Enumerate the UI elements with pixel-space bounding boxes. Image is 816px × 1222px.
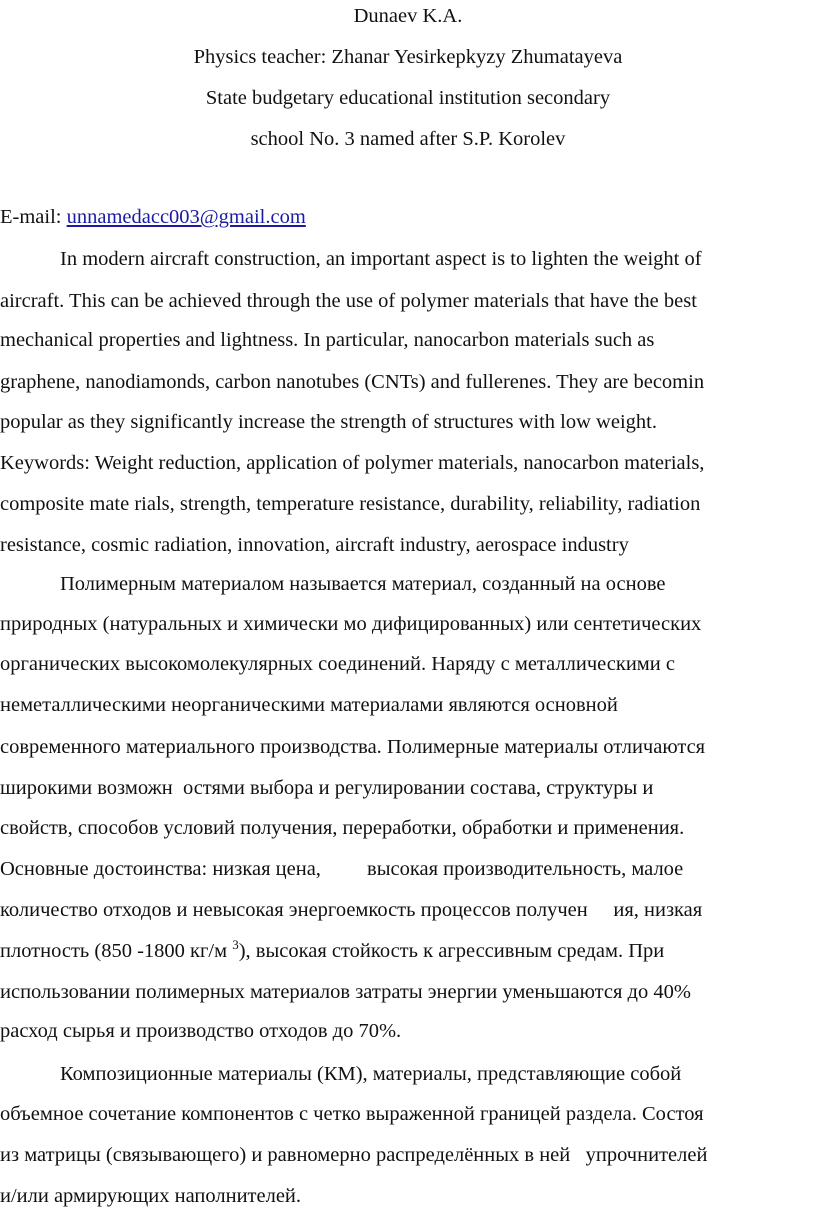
email-line — [0, 205, 306, 229]
paragraph2-line: объемное сочетание компонентов с четко выраженной границей раздела. Состоя — [0, 1103, 704, 1125]
density-text-before: плотность (850 -1800 кг/м — [0, 940, 233, 962]
density-line — [0, 939, 664, 963]
paragraph1-line: Основные достоинства: низкая цена, высокая производительность, малое — [0, 858, 684, 880]
abstract-line: mechanical properties and lightness. In particular, nanocarbon materials such as — [0, 329, 655, 351]
author-line: Dunaev K.A. — [353, 5, 463, 27]
paragraph1-line: Полимерным материалом называется материал, созданный на основе — [60, 573, 666, 595]
paragraph2-line: из матрицы (связывающего) и равномерно распределённых в ней упрочнителей — [0, 1144, 708, 1166]
paragraph1-line: свойств, способов условий получения, переработки, обработки и применения. — [0, 817, 685, 839]
abstract-line: graphene, nanodiamonds, carbon nanotubes (CNTs) and fullerenes. They are becomin — [0, 371, 705, 393]
keywords-line: composite mate rials, strength, temperature resistance, durability, reliability, radiation — [0, 493, 701, 515]
paragraph1-line: неметаллическими неорганическими материалами являются основной — [0, 694, 618, 716]
paragraph1-line: количество отходов и невысокая энергоемкость процессов получен ия, низкая — [0, 899, 703, 921]
teacher-line: Physics teacher: Zhanar Yesirkepkyzy Zhumatayeva — [193, 46, 623, 68]
paragraph1-line: органических высокомолекулярных соединений. Наряду с металлическими с — [0, 653, 675, 675]
paragraph2-line: и/или армирующих наполнителей. — [0, 1185, 302, 1207]
paragraph1-line: широкими возможн остями выбора и регулировании состава, структуры и — [0, 777, 654, 799]
paragraph1-line: современного материального производства. Полимерные материалы отличаются — [0, 736, 706, 758]
paragraph1-line: расход сырья и производство отходов до 70%. — [0, 1020, 402, 1042]
density-superscript: 3 — [232, 937, 239, 953]
paragraph1-line: природных (натуральных и химически мо дифицированных) или сентетических — [0, 613, 702, 635]
abstract-line: In modern aircraft construction, an important aspect is to lighten the weight of — [60, 248, 702, 270]
paragraph2-line: Композиционные материалы (КМ), материалы, представляющие собой — [60, 1063, 682, 1085]
keywords-line: resistance, cosmic radiation, innovation, aircraft industry, aerospace industry — [0, 534, 629, 556]
abstract-line: popular as they significantly increase the strength of structures with low weight. — [0, 411, 657, 433]
institution-line-1: State budgetary educational institution secondary — [205, 87, 611, 109]
abstract-line: aircraft. This can be achieved through the use of polymer materials that have the best — [0, 290, 697, 312]
keywords-line: Keywords: Weight reduction, application of polymer materials, nanocarbon materials, — [0, 452, 705, 474]
density-text-after: ), высокая стойкость к агрессивным средам. При — [238, 940, 665, 962]
email-label: E-mail: — [0, 206, 67, 228]
paragraph1-line: использовании полимерных материалов затраты энергии уменьшаются до 40% — [0, 981, 691, 1003]
institution-line-2: school No. 3 named after S.P. Korolev — [250, 128, 566, 150]
email-link[interactable]: unnamedacc003@gmail.com — [66, 206, 306, 228]
